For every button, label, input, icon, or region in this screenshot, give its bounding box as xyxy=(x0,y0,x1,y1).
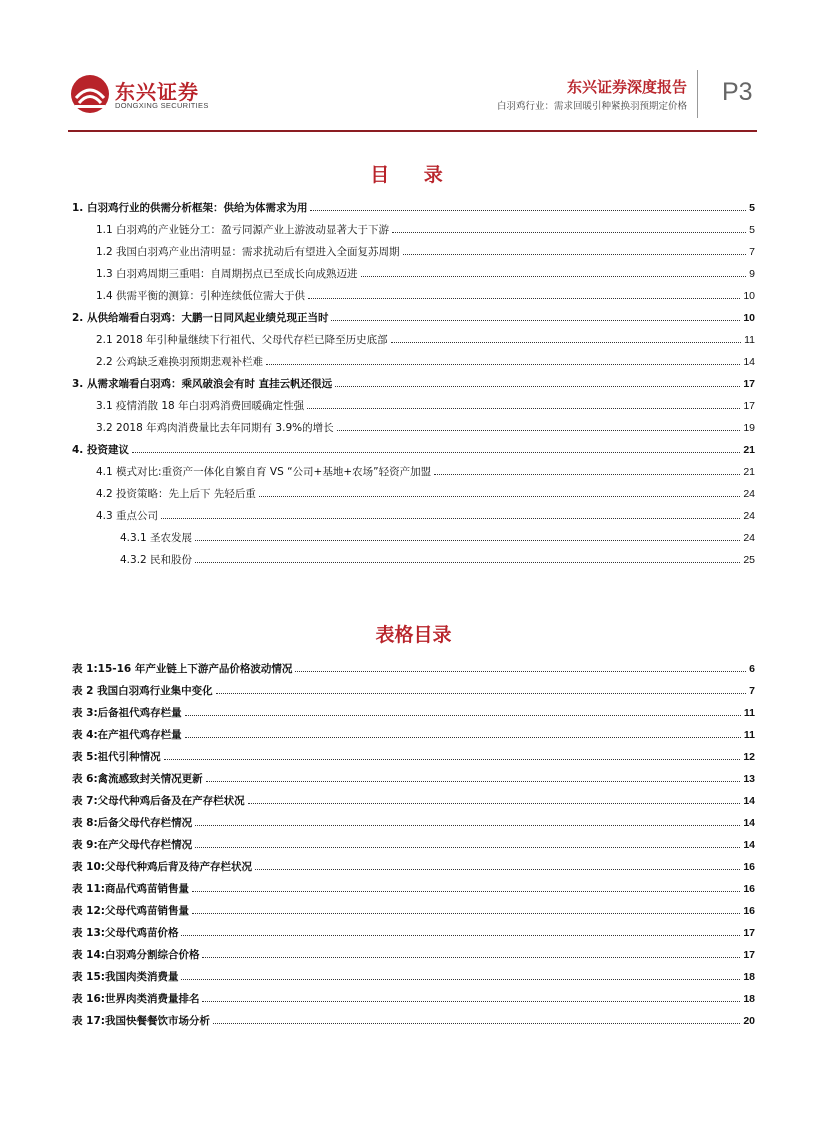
toc-entry[interactable] xyxy=(72,523,755,545)
table-entry-page: 6 xyxy=(749,663,755,675)
table-entry-page: 16 xyxy=(743,861,755,873)
toc-entry-page: 10 xyxy=(743,312,755,324)
toc-entry-text: 2. 从供给端看白羽鸡：大鹏一日同风起业绩兑现正当时 xyxy=(72,312,329,324)
dot-leader xyxy=(361,276,747,277)
report-title: 东兴证券深度报告 xyxy=(566,78,687,96)
table-entry[interactable] xyxy=(72,984,755,1006)
dot-leader xyxy=(192,913,740,914)
toc-entry[interactable] xyxy=(72,413,755,435)
toc-entry-text: 4. 投资建议 xyxy=(72,444,129,456)
report-subtitle: 白羽鸡行业：需求回暖引种紧换羽预期定价格 xyxy=(496,101,687,112)
toc-entry[interactable] xyxy=(72,479,755,501)
table-entry-text: 表 2 我国白羽鸡行业集中变化 xyxy=(72,685,213,697)
toc-entry[interactable] xyxy=(72,215,755,237)
dot-leader xyxy=(195,825,740,826)
toc-list xyxy=(72,193,755,567)
toc-entry[interactable] xyxy=(72,281,755,303)
toc-entry-page: 21 xyxy=(743,466,755,478)
table-entry-page: 18 xyxy=(743,971,755,983)
toc-entry[interactable] xyxy=(72,325,755,347)
table-entry-page: 20 xyxy=(743,1015,755,1027)
dot-leader xyxy=(164,759,741,760)
dot-leader xyxy=(185,715,741,716)
table-entry[interactable] xyxy=(72,654,755,676)
table-entry-text: 表 1:15-16 年产业链上下游产品价格波动情况 xyxy=(72,663,293,675)
dot-leader xyxy=(310,210,746,211)
table-entry-text: 表 17:我国快餐餐饮市场分析 xyxy=(72,1015,210,1027)
toc-entry-page: 5 xyxy=(749,202,755,214)
dot-leader xyxy=(295,671,746,672)
logo-text-cn: 东兴证券 xyxy=(115,80,199,104)
dot-leader xyxy=(255,869,740,870)
dot-leader xyxy=(259,496,740,497)
toc-entry[interactable] xyxy=(72,391,755,413)
toc-entry[interactable] xyxy=(72,193,755,215)
dot-leader xyxy=(202,1001,740,1002)
table-entry-text: 表 4:在产祖代鸡存栏量 xyxy=(72,729,182,741)
toc-entry-page: 11 xyxy=(744,334,755,346)
toc-entry-page: 7 xyxy=(749,246,755,258)
toc-entry-text: 1.2 我国白羽鸡产业出清明显：需求扰动后有望进入全面复苏周期 xyxy=(96,246,400,258)
toc-entry-text: 1.1 白羽鸡的产业链分工：盈亏同源产业上游波动显著大于下游 xyxy=(96,224,390,236)
dot-leader xyxy=(192,891,740,892)
logo-text-en: DONGXING SECURITIES xyxy=(115,101,209,110)
table-entry[interactable] xyxy=(72,874,755,896)
table-entry-page: 17 xyxy=(743,949,755,961)
table-entry-page: 18 xyxy=(743,993,755,1005)
table-list xyxy=(72,654,755,1028)
dot-leader xyxy=(331,320,740,321)
dot-leader xyxy=(266,364,740,365)
toc-entry-page: 24 xyxy=(743,510,755,522)
toc-entry-page: 17 xyxy=(743,378,755,390)
toc-entry-text: 2.1 2018 年引种量继续下行祖代、父母代存栏已降至历史底部 xyxy=(96,334,388,346)
toc-entry[interactable] xyxy=(72,303,755,325)
table-entry-page: 16 xyxy=(743,905,755,917)
dot-leader xyxy=(307,408,740,409)
table-entry-page: 7 xyxy=(749,685,755,697)
dot-leader xyxy=(132,452,740,453)
table-entry[interactable] xyxy=(72,764,755,786)
table-entry[interactable] xyxy=(72,676,755,698)
dot-leader xyxy=(195,540,740,541)
dot-leader xyxy=(161,518,740,519)
table-entry-text: 表 16:世界肉类消费量排名 xyxy=(72,993,200,1005)
page-header xyxy=(0,0,827,135)
toc-entry-page: 25 xyxy=(743,554,755,566)
toc-entry-text: 3.1 疫情消散 18 年白羽鸡消费回暖确定性强 xyxy=(96,400,305,412)
table-entry-text: 表 10:父母代种鸡后背及待产存栏状况 xyxy=(72,861,252,873)
dot-leader xyxy=(195,562,740,563)
header-rule xyxy=(68,130,757,132)
dot-leader xyxy=(181,935,740,936)
toc-entry-text: 3.2 2018 年鸡肉消费量比去年同期有 3.9%的增长 xyxy=(96,422,334,434)
dot-leader xyxy=(216,693,747,694)
dot-leader xyxy=(392,232,746,233)
toc-entry-text: 2.2 公鸡缺乏难换羽预期悲观补栏难 xyxy=(96,356,264,368)
table-entry[interactable] xyxy=(72,720,755,742)
dot-leader xyxy=(335,386,740,387)
toc-entry-text: 1.3 白羽鸡周期三重唱：自周期拐点已至成长向成熟迈进 xyxy=(96,268,358,280)
dot-leader xyxy=(434,474,740,475)
table-entry-text: 表 8:后备父母代存栏情况 xyxy=(72,817,193,829)
toc-entry-page: 5 xyxy=(749,224,755,236)
toc-entry-text: 3. 从需求端看白羽鸡：乘风破浪会有时 直挂云帆还很远 xyxy=(72,378,333,390)
table-entry-page: 17 xyxy=(743,927,755,939)
toc-entry-page: 19 xyxy=(743,422,755,434)
table-entry-text: 表 9:在产父母代存栏情况 xyxy=(72,839,193,851)
table-entry-text: 表 13:父母代鸡苗价格 xyxy=(72,927,179,939)
toc-entry[interactable] xyxy=(72,457,755,479)
toc-entry-text: 4.3.2 民和股份 xyxy=(120,554,193,566)
dot-leader xyxy=(248,803,741,804)
toc-entry[interactable] xyxy=(72,259,755,281)
dongxing-logo-icon xyxy=(70,74,110,114)
table-entry[interactable] xyxy=(72,1006,755,1028)
dot-leader xyxy=(206,781,741,782)
toc-entry[interactable] xyxy=(72,545,755,567)
table-entry-page: 11 xyxy=(743,707,755,719)
table-entry-text: 表 15:我国肉类消费量 xyxy=(72,971,179,983)
toc-entry-text: 1. 白羽鸡行业的供需分析框架：供给为体需求为用 xyxy=(72,202,308,214)
table-entry[interactable] xyxy=(72,742,755,764)
toc-entry-page: 24 xyxy=(743,532,755,544)
table-entry-page: 12 xyxy=(743,751,755,763)
dot-leader xyxy=(185,737,741,738)
toc-entry-page: 14 xyxy=(743,356,755,368)
toc-entry-page: 17 xyxy=(743,400,755,412)
table-entry-page: 13 xyxy=(743,773,755,785)
toc-title: 目 录 xyxy=(370,164,457,186)
toc-entry-text: 4.3.1 圣农发展 xyxy=(120,532,193,544)
toc-entry-page: 21 xyxy=(743,444,755,456)
header-divider xyxy=(697,70,698,118)
toc-entry[interactable] xyxy=(72,237,755,259)
table-entry-page: 11 xyxy=(743,729,755,741)
toc-entry[interactable] xyxy=(72,501,755,523)
table-entry-page: 16 xyxy=(743,883,755,895)
table-entry[interactable] xyxy=(72,918,755,940)
dot-leader xyxy=(213,1023,740,1024)
dot-leader xyxy=(403,254,747,255)
table-entry[interactable] xyxy=(72,830,755,852)
toc-entry-page: 10 xyxy=(743,290,755,302)
toc-entry-text: 4.1 模式对比:重资产一体化自繁自育 VS “公司+基地+农场”轻资产加盟 xyxy=(96,466,432,478)
table-entry-page: 14 xyxy=(743,795,755,807)
dot-leader xyxy=(195,847,740,848)
table-entry-page: 14 xyxy=(743,839,755,851)
table-entry[interactable] xyxy=(72,896,755,918)
table-entry[interactable] xyxy=(72,808,755,830)
page-number: P3 xyxy=(722,78,753,106)
toc-entry[interactable] xyxy=(72,435,755,457)
toc-entry[interactable] xyxy=(72,347,755,369)
table-entry-text: 表 5:祖代引种情况 xyxy=(72,751,161,763)
toc-entry-text: 4.2 投资策略：先上后下 先轻后重 xyxy=(96,488,256,500)
table-entry-text: 表 11:商品代鸡苗销售量 xyxy=(72,883,189,895)
dot-leader xyxy=(202,957,740,958)
table-entry[interactable] xyxy=(72,786,755,808)
table-entry-text: 表 7:父母代种鸡后备及在产存栏状况 xyxy=(72,795,245,807)
table-entry-text: 表 14:白羽鸡分割综合价格 xyxy=(72,949,200,961)
toc-entry-text: 4.3 重点公司 xyxy=(96,510,159,522)
table-entry[interactable] xyxy=(72,940,755,962)
dot-leader xyxy=(308,298,740,299)
table-list-title: 表格目录 xyxy=(375,624,452,646)
toc-entry-page: 9 xyxy=(749,268,755,280)
table-entry[interactable] xyxy=(72,852,755,874)
toc-entry[interactable] xyxy=(72,369,755,391)
toc-entry-text: 1.4 供需平衡的测算：引种连续低位需大于供 xyxy=(96,290,306,302)
table-entry[interactable] xyxy=(72,962,755,984)
toc-entry-page: 24 xyxy=(743,488,755,500)
table-entry-text: 表 6:禽流感致封关情况更新 xyxy=(72,773,203,785)
dot-leader xyxy=(181,979,740,980)
dot-leader xyxy=(337,430,741,431)
dot-leader xyxy=(391,342,741,343)
table-entry[interactable] xyxy=(72,698,755,720)
table-entry-text: 表 3:后备祖代鸡存栏量 xyxy=(72,707,182,719)
table-entry-text: 表 12:父母代鸡苗销售量 xyxy=(72,905,189,917)
table-entry-page: 14 xyxy=(743,817,755,829)
